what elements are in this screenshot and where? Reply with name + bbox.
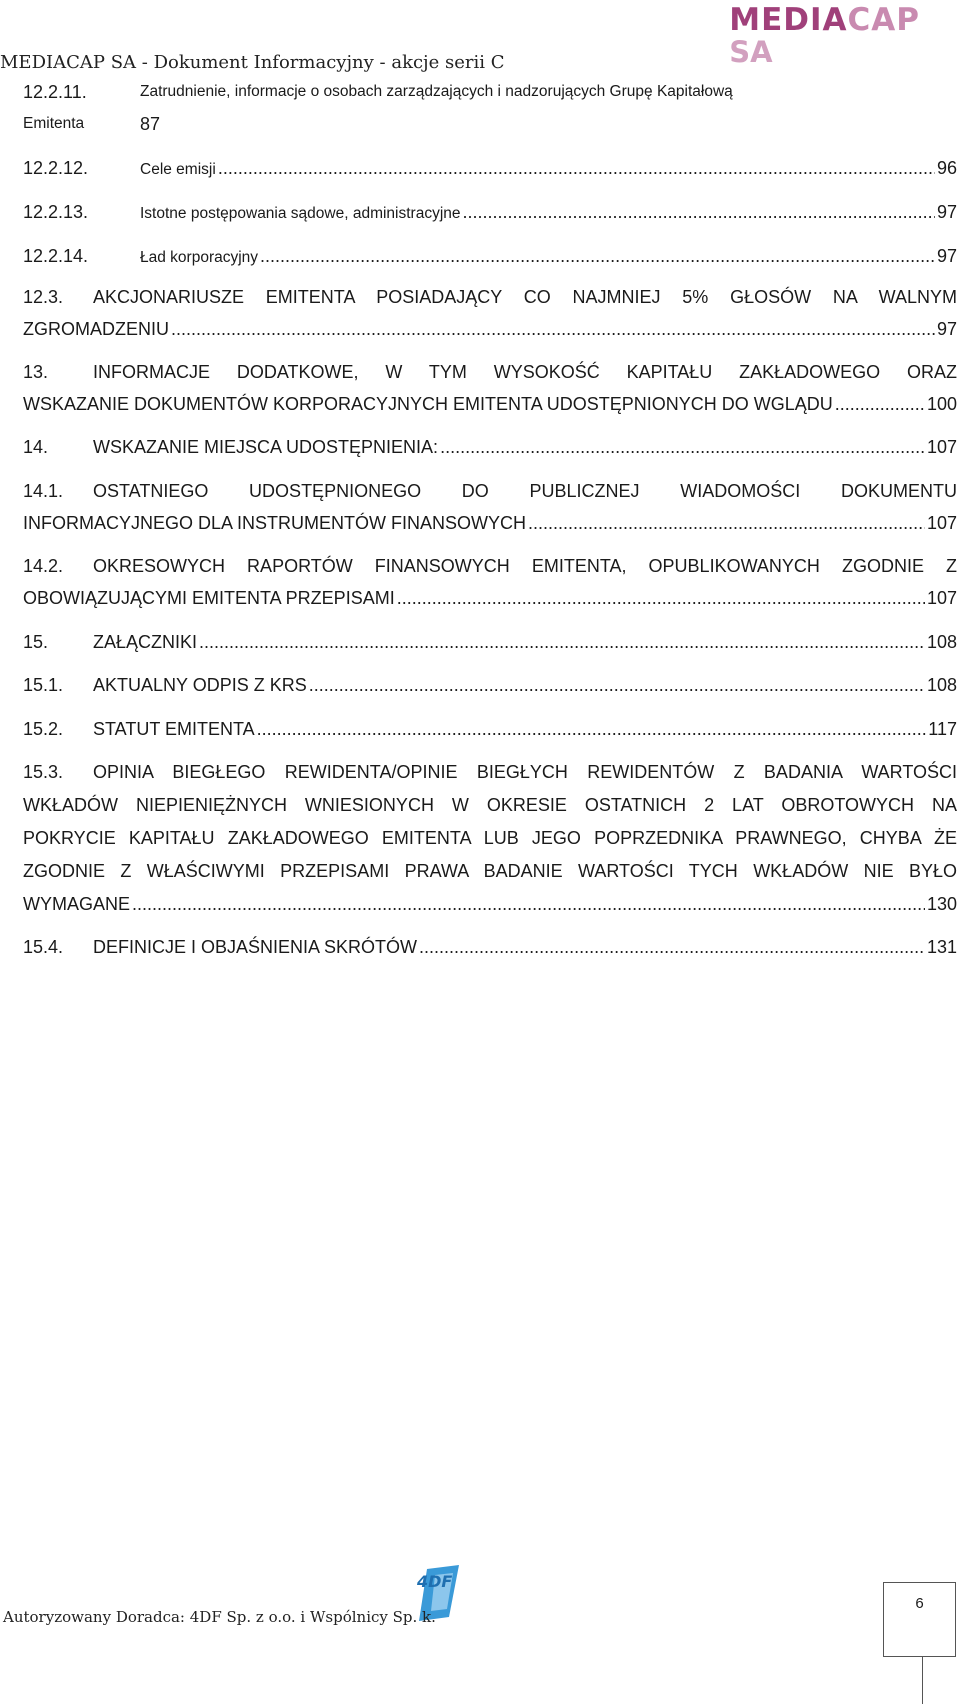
toc-title-line: WSKAZANIE DOKUMENTÓW KORPORACYJNYCH EMITENTA UDOSTĘPNIONYCH DO WGLĄDU — [23, 394, 833, 414]
toc-number: 14.1. — [23, 481, 64, 501]
toc-title-line: INFORMACYJNEGO DLA INSTRUMENTÓW FINANSOWYCH — [23, 513, 527, 533]
toc-leader-dots — [218, 152, 935, 184]
toc-leader-dots — [397, 582, 925, 614]
toc-title: Ład korporacyjny — [140, 249, 259, 266]
toc-number: 12.2.14. — [23, 246, 89, 266]
toc-title-line: ZGODNIE Z WŁAŚCIWYMI PRZEPISAMI PRAWA BADANIE WARTOŚCI TYCH WKŁADÓW NIE BYŁO — [23, 861, 957, 881]
toc-page-number: 130 — [926, 894, 957, 914]
logo-line-1: MEDIACAP — [729, 2, 920, 38]
toc-leader-dots — [260, 240, 935, 272]
toc-title-line: AKCJONARIUSZE EMITENTA POSIADAJĄCY CO NAJMNIEJ 5% GŁOSÓW NA WALNYM — [93, 287, 957, 307]
toc-leader-dots — [199, 626, 925, 658]
toc-title: DEFINICJE I OBJAŚNIENIA SKRÓTÓW — [93, 937, 418, 957]
toc-page-number: 108 — [926, 632, 957, 652]
svg-text:4DF: 4DF — [417, 1572, 453, 1591]
toc-title: Istotne postępowania sądowe, administracyjne — [140, 205, 461, 222]
toc-number: 15.1. — [23, 675, 64, 695]
toc-page-number: 100 — [926, 394, 957, 414]
toc-leader-dots — [463, 196, 935, 228]
toc-title-line: Zatrudnienie, informacje o osobach zarządzających i nadzorujących Grupę Kapitałową — [140, 83, 733, 100]
logo-line-2: SA — [729, 35, 773, 69]
toc-leader-dots — [309, 669, 925, 701]
toc-title: Cele emisji — [140, 161, 216, 178]
toc-page-number: 107 — [926, 513, 957, 533]
document-title: MEDIACAP SA - Dokument Informacyjny - akcje serii C — [0, 52, 505, 73]
toc-page-number: 97 — [936, 202, 957, 222]
toc-title-line: OBOWIĄZUJĄCYMI EMITENTA PRZEPISAMI — [23, 588, 395, 608]
toc-leader-dots — [257, 713, 927, 745]
toc-page-number: 87 — [140, 114, 161, 134]
toc-number: 12.3. — [23, 287, 64, 307]
toc-title-line: INFORMACJE DODATKOWE, W TYM WYSOKOŚĆ KAPITAŁU ZAKŁADOWEGO ORAZ — [93, 362, 957, 382]
toc-page-number: 97 — [936, 246, 957, 266]
toc-page-number: 107 — [926, 588, 957, 608]
toc-page-number: 97 — [936, 319, 957, 339]
page-number: 6 — [915, 1595, 924, 1612]
toc-page-number: 108 — [926, 675, 957, 695]
toc-title-line: Emitenta — [23, 115, 85, 132]
toc-number: 12.2.12. — [23, 158, 89, 178]
toc-title-line: OPINIA BIEGŁEGO REWIDENTA/OPINIE BIEGŁYCH REWIDENTÓW Z BADANIA WARTOŚCI — [93, 762, 957, 782]
toc-leader-dots — [419, 931, 925, 963]
toc-page-number: 117 — [928, 719, 957, 739]
toc-number: 12.2.13. — [23, 202, 89, 222]
mediacap-logo — [729, 2, 920, 69]
toc-leader-dots — [132, 888, 925, 920]
toc-title-line: POKRYCIE KAPITAŁU ZAKŁADOWEGO EMITENTA LUB JEGO POPRZEDNIKA PRAWNEGO, CHYBA ŻE — [23, 828, 957, 848]
toc-leader-dots — [528, 507, 925, 539]
toc-number: 12.2.11. — [23, 82, 87, 102]
toc-page-number: 96 — [936, 158, 957, 178]
toc-number: 15.3. — [23, 762, 64, 782]
toc-leader-dots — [440, 431, 925, 463]
toc-title-line: ZGROMADZENIU — [23, 319, 169, 339]
toc-title: AKTUALNY ODPIS Z KRS — [93, 675, 307, 695]
toc-title-line: WYMAGANE — [23, 894, 131, 914]
toc-number: 13. — [23, 362, 49, 382]
page-box-divider — [922, 1657, 923, 1704]
toc-title-line: WKŁADÓW NIEPIENIĘŻNYCH WNIESIONYCH W OKRESIE OSTATNICH 2 LAT OBROTOWYCH NA — [23, 795, 957, 815]
toc-title-line: OSTATNIEGO UDOSTĘPNIONEGO DO PUBLICZNEJ WIADOMOŚCI DOKUMENTU — [93, 481, 957, 501]
toc-page-number: 131 — [926, 937, 957, 957]
toc-title: ZAŁĄCZNIKI — [93, 632, 198, 652]
toc-page-number: 107 — [926, 437, 957, 457]
toc-number: 15.4. — [23, 937, 64, 957]
authorized-advisor-text: Autoryzowany Doradca: 4DF Sp. z o.o. i Wspólnicy Sp. k. — [3, 1608, 436, 1626]
page-number-box — [883, 1582, 956, 1657]
toc-title: STATUT EMITENTA — [93, 719, 255, 739]
toc-number: 15. — [23, 632, 49, 652]
toc-number: 14. — [23, 437, 49, 457]
toc-title-line: OKRESOWYCH RAPORTÓW FINANSOWYCH EMITENTA, OPUBLIKOWANYCH ZGODNIE Z — [93, 556, 957, 576]
toc-leader-dots — [171, 313, 935, 345]
toc-number: 14.2. — [23, 556, 64, 576]
toc-leader-dots — [835, 388, 925, 420]
toc-number: 15.2. — [23, 719, 64, 739]
toc-title: WSKAZANIE MIEJSCA UDOSTĘPNIENIA: — [93, 437, 439, 457]
